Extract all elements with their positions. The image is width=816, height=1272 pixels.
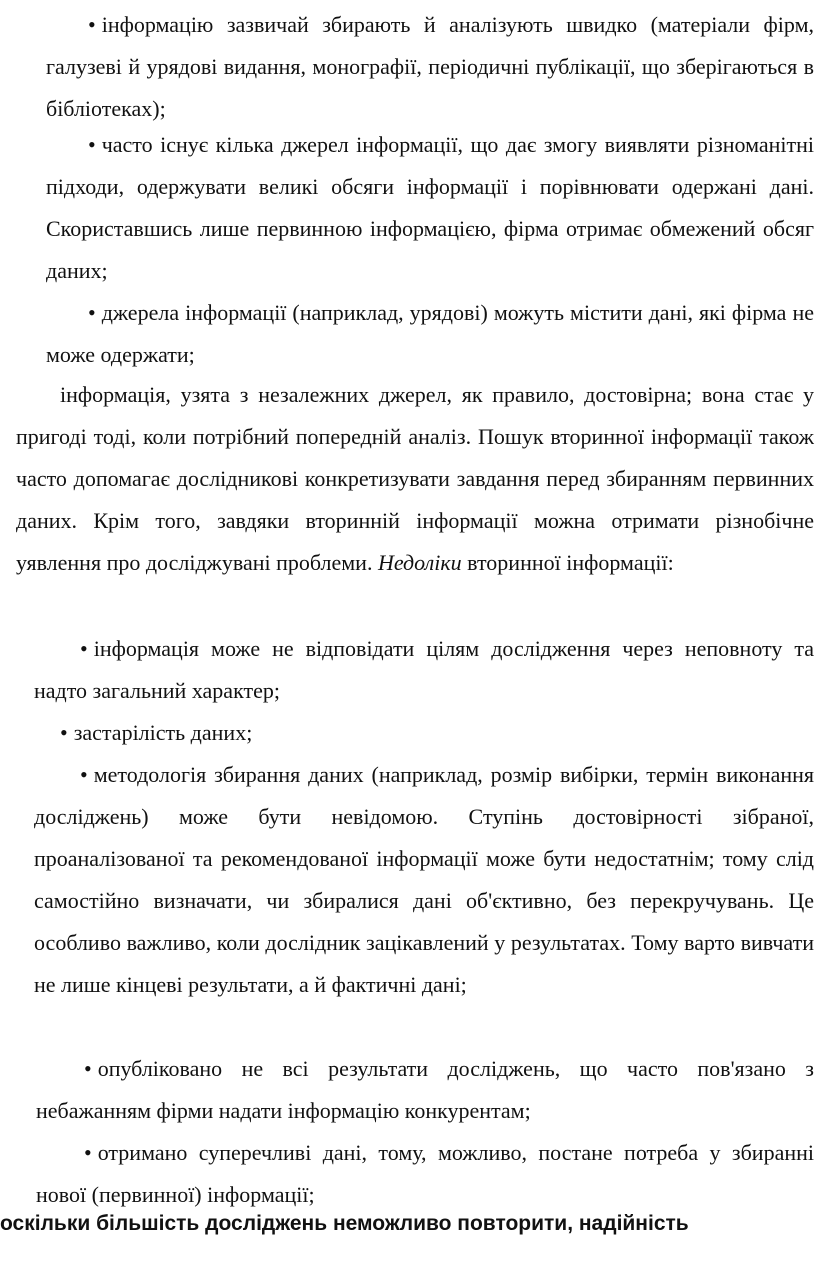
bullet-icon: • — [88, 300, 96, 325]
bullet-item — [34, 712, 814, 754]
bullet-text: часто існує кілька джерел інформації, що дає змогу виявляти різноманітні підходи, одержувати великі обсяги інформації і порівнювати одержані дані. Скориставшись лише первинною інформацією, фірма отримає обмежений обсяг даних; — [46, 132, 814, 283]
bullet-text: інформацію зазвичай збирають й аналізують швидко (матеріали фірм, галузеві й урядові видання, монографії, періодичні публікації, що зберігаються в бібліотеках); — [46, 12, 814, 121]
cut-off-line: оскільки більшість досліджень неможливо повторити, надійність — [0, 1212, 689, 1235]
paragraph-text: інформація, узята з незалежних джерел, як правило, достовірна; вона стає у пригоді тоді, коли потрібний попередній аналіз. Пошук вторинної інформації також часто допомагає дослідникові конкретизувати завдання перед збиранням первинних даних. Крім того, завдяки вторинній інформації можна отримати різнобічне уявлення про досліджувані проблеми. — [16, 382, 814, 575]
bullet-text: методологія збирання даних (наприклад, розмір вибірки, термін виконання досліджень) може бути невідомою. Ступінь достовірності зібраної, проаналізованої та рекомендованої інформації може бути недостатнім; тому слід самостійно визначати, чи збиралися дані об'єктивно, без перекручувань. Це особливо важливо, коли дослідник зацікавлений у результатах. Тому варто вивчати не лише кінцеві результати, а й фактичні дані; — [34, 762, 814, 997]
bullet-item — [46, 4, 814, 130]
bullet-icon: • — [60, 720, 68, 745]
body-paragraph — [16, 374, 814, 584]
bullet-text: опубліковано не всі результати досліджень, що часто пов'язано з небажанням фірми надати інформацію конкурентам; — [36, 1056, 814, 1123]
bullet-icon: • — [80, 762, 88, 787]
bullet-item — [34, 628, 814, 712]
bullet-item — [34, 754, 814, 1006]
bullet-icon: • — [88, 12, 96, 37]
bullet-icon: • — [84, 1056, 92, 1081]
bullet-icon: • — [80, 636, 88, 661]
bullet-text: отримано суперечливі дані, тому, можливо, постане потреба у збиранні нової (первинної) інформації; — [36, 1140, 814, 1207]
bullet-item — [36, 1132, 814, 1216]
bullet-text: застарілість даних; — [73, 720, 253, 745]
disadvantages-intro: вторинної інформації: — [467, 550, 674, 575]
bullet-item — [36, 1048, 814, 1132]
bullet-icon: • — [88, 132, 96, 157]
bullet-text: інформація може не відповідати цілям дослідження через неповноту та надто загальний характер; — [34, 636, 814, 703]
bullet-item — [46, 292, 814, 376]
bullet-item — [46, 124, 814, 292]
disadvantages-heading: Недоліки — [377, 550, 462, 575]
bullet-icon: • — [84, 1140, 92, 1165]
bullet-text: джерела інформації (наприклад, урядові) можуть містити дані, які фірма не може одержати; — [46, 300, 814, 367]
